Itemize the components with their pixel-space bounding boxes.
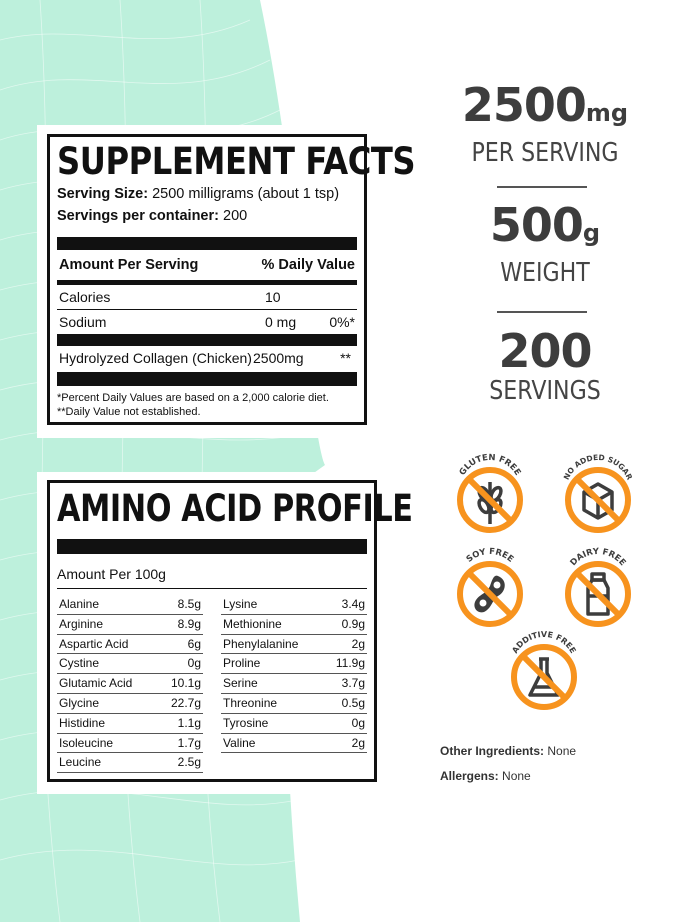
- amino-row: [57, 635, 203, 655]
- nutrient-amount: 2500mg: [253, 350, 304, 366]
- serving-size-label: Serving Size:: [57, 186, 149, 202]
- no-added-sugar-badge: [554, 446, 642, 534]
- amino-row: [221, 694, 367, 714]
- weight-label: WEIGHT: [500, 258, 590, 288]
- amino-row: [221, 595, 367, 615]
- amino-name: Aspartic Acid: [59, 636, 129, 651]
- amino-value: 2g: [351, 735, 365, 750]
- amino-value: 1.7g: [177, 735, 201, 750]
- mid-divider: [57, 334, 357, 346]
- serving-size-line: [57, 183, 357, 205]
- amino-profile-title: AMINO ACID PROFILE: [57, 487, 413, 530]
- amino-name: Leucine: [59, 755, 102, 770]
- amino-value: 11.9g: [335, 656, 365, 671]
- allergens-value: None: [502, 769, 531, 783]
- additive-free-label: ADDITIVE FREE: [510, 630, 578, 655]
- nutrient-dv: 0%*: [329, 314, 355, 330]
- nutrient-amount: 10: [265, 289, 281, 305]
- amino-column-left: [57, 595, 203, 773]
- amino-row: [221, 734, 367, 754]
- amino-name: Serine: [223, 676, 258, 691]
- serving-size-value: 2500 milligrams (about 1 tsp): [152, 186, 340, 202]
- amino-name: Threonine: [223, 695, 278, 710]
- per-serving-number: 2500: [461, 78, 586, 132]
- supplement-facts-title: SUPPLEMENT FACTS: [57, 140, 416, 183]
- servings-number: 200: [498, 324, 592, 378]
- daily-value-header: % Daily Value: [261, 257, 355, 273]
- amino-value: 3.7g: [341, 676, 365, 691]
- amino-name: Valine: [223, 735, 256, 750]
- amino-row: [57, 674, 203, 694]
- gluten-free-label: GLUTEN FREE: [457, 452, 523, 478]
- servings-value: 200: [223, 208, 248, 224]
- amino-title-divider: [57, 539, 367, 554]
- nutrient-name: Calories: [59, 289, 111, 305]
- nutrient-amount: 0 mg: [265, 314, 297, 330]
- footnote-daily-values: *Percent Daily Values are based on a 2,000 calorie diet.: [57, 392, 329, 404]
- svg-text:ADDITIVE FREE: [510, 630, 577, 655]
- additive-free-badge: [500, 623, 588, 711]
- thick-divider: [57, 237, 357, 250]
- servings-label: SERVINGS: [489, 376, 601, 406]
- stat-per-serving: [440, 80, 650, 168]
- svg-text:GLUTEN FREE: [458, 453, 523, 478]
- other-ingredients: [440, 744, 576, 758]
- amino-row: [57, 753, 203, 773]
- sf-row-sodium: [57, 310, 357, 334]
- amino-acid-profile-panel: [47, 480, 413, 782]
- amino-name: Lysine: [223, 597, 258, 611]
- amino-name: Glycine: [59, 695, 100, 710]
- soy-free-label: SOY FREE: [464, 546, 516, 565]
- nutrient-dv: **: [340, 350, 351, 366]
- amino-row: [57, 694, 203, 714]
- allergens: [440, 769, 531, 783]
- supplement-facts-panel: [47, 134, 416, 425]
- amino-row: [57, 615, 203, 635]
- amino-value: 2.5g: [177, 755, 201, 770]
- amino-name: Glutamic Acid: [59, 676, 133, 691]
- sf-footnotes: [57, 386, 357, 419]
- per-serving-label: PER SERVING: [471, 138, 619, 168]
- gluten-free-badge: [446, 446, 534, 534]
- sf-header-row: [57, 250, 357, 285]
- amount-per-serving-header: Amount Per Serving: [59, 257, 199, 273]
- amino-value: 6g: [187, 636, 201, 651]
- amino-row: [221, 714, 367, 734]
- amino-value: 22.7g: [170, 695, 201, 710]
- other-ingredients-label: Other Ingredients:: [440, 744, 545, 758]
- amino-value: 8.9g: [177, 616, 201, 631]
- sf-row-collagen: [57, 346, 357, 370]
- stat-servings: [440, 326, 650, 406]
- amino-value: 3.4g: [341, 597, 365, 611]
- amino-name: Cystine: [59, 656, 100, 671]
- nutrient-name: Hydrolyzed Collagen (Chicken): [59, 350, 252, 366]
- amino-value: 10.1g: [170, 676, 201, 691]
- amino-value: 0.5g: [341, 695, 365, 710]
- amino-row: [221, 635, 367, 655]
- other-ingredients-value: None: [547, 744, 577, 758]
- nutrient-name: Sodium: [59, 314, 107, 330]
- amino-value: 0g: [351, 715, 365, 730]
- bottom-divider: [57, 372, 357, 386]
- amino-row: [221, 615, 367, 635]
- sf-row-calories: [57, 285, 357, 310]
- amino-name: Proline: [223, 656, 261, 671]
- amino-row: [57, 734, 203, 754]
- amino-row: [221, 674, 367, 694]
- weight-number: 500: [489, 198, 583, 252]
- amino-name: Phenylalanine: [223, 636, 299, 651]
- amino-row: [57, 654, 203, 674]
- amino-column-right: [221, 595, 367, 773]
- dairy-free-label: DAIRY FREE: [568, 546, 628, 569]
- footnote-not-established: **Daily Value not established.: [57, 406, 201, 418]
- soy-free-badge: [446, 540, 534, 628]
- amino-name: Arginine: [59, 616, 104, 631]
- dairy-free-badge: [554, 540, 642, 628]
- amino-value: 1.1g: [177, 715, 201, 730]
- stat-divider: [497, 186, 587, 188]
- amino-name: Tyrosine: [223, 715, 269, 730]
- no-added-sugar-label: NO ADDED SUGAR: [561, 452, 635, 482]
- amino-value: 8.5g: [177, 597, 201, 611]
- amount-per-100g: Amount Per 100g: [57, 560, 367, 589]
- amino-name: Isoleucine: [59, 735, 114, 750]
- weight-unit: g: [582, 219, 601, 247]
- amino-name: Histidine: [59, 715, 106, 730]
- weight-amount: [440, 200, 650, 258]
- stat-weight: [440, 200, 650, 288]
- servings-per-container-line: [57, 205, 357, 227]
- per-serving-unit: mg: [585, 99, 629, 127]
- amino-row: [57, 595, 203, 615]
- amino-value: 0g: [187, 656, 201, 671]
- amino-name: Alanine: [59, 597, 100, 611]
- allergens-label: Allergens:: [440, 769, 499, 783]
- amino-value: 2g: [351, 636, 365, 651]
- per-serving-amount: [440, 80, 650, 138]
- amino-columns: [57, 595, 367, 773]
- amino-row: [57, 714, 203, 734]
- amino-value: 0.9g: [341, 616, 365, 631]
- amino-row: [221, 654, 367, 674]
- amino-name: Methionine: [223, 616, 282, 631]
- servings-label: Servings per container:: [57, 208, 219, 224]
- stat-divider: [497, 311, 587, 313]
